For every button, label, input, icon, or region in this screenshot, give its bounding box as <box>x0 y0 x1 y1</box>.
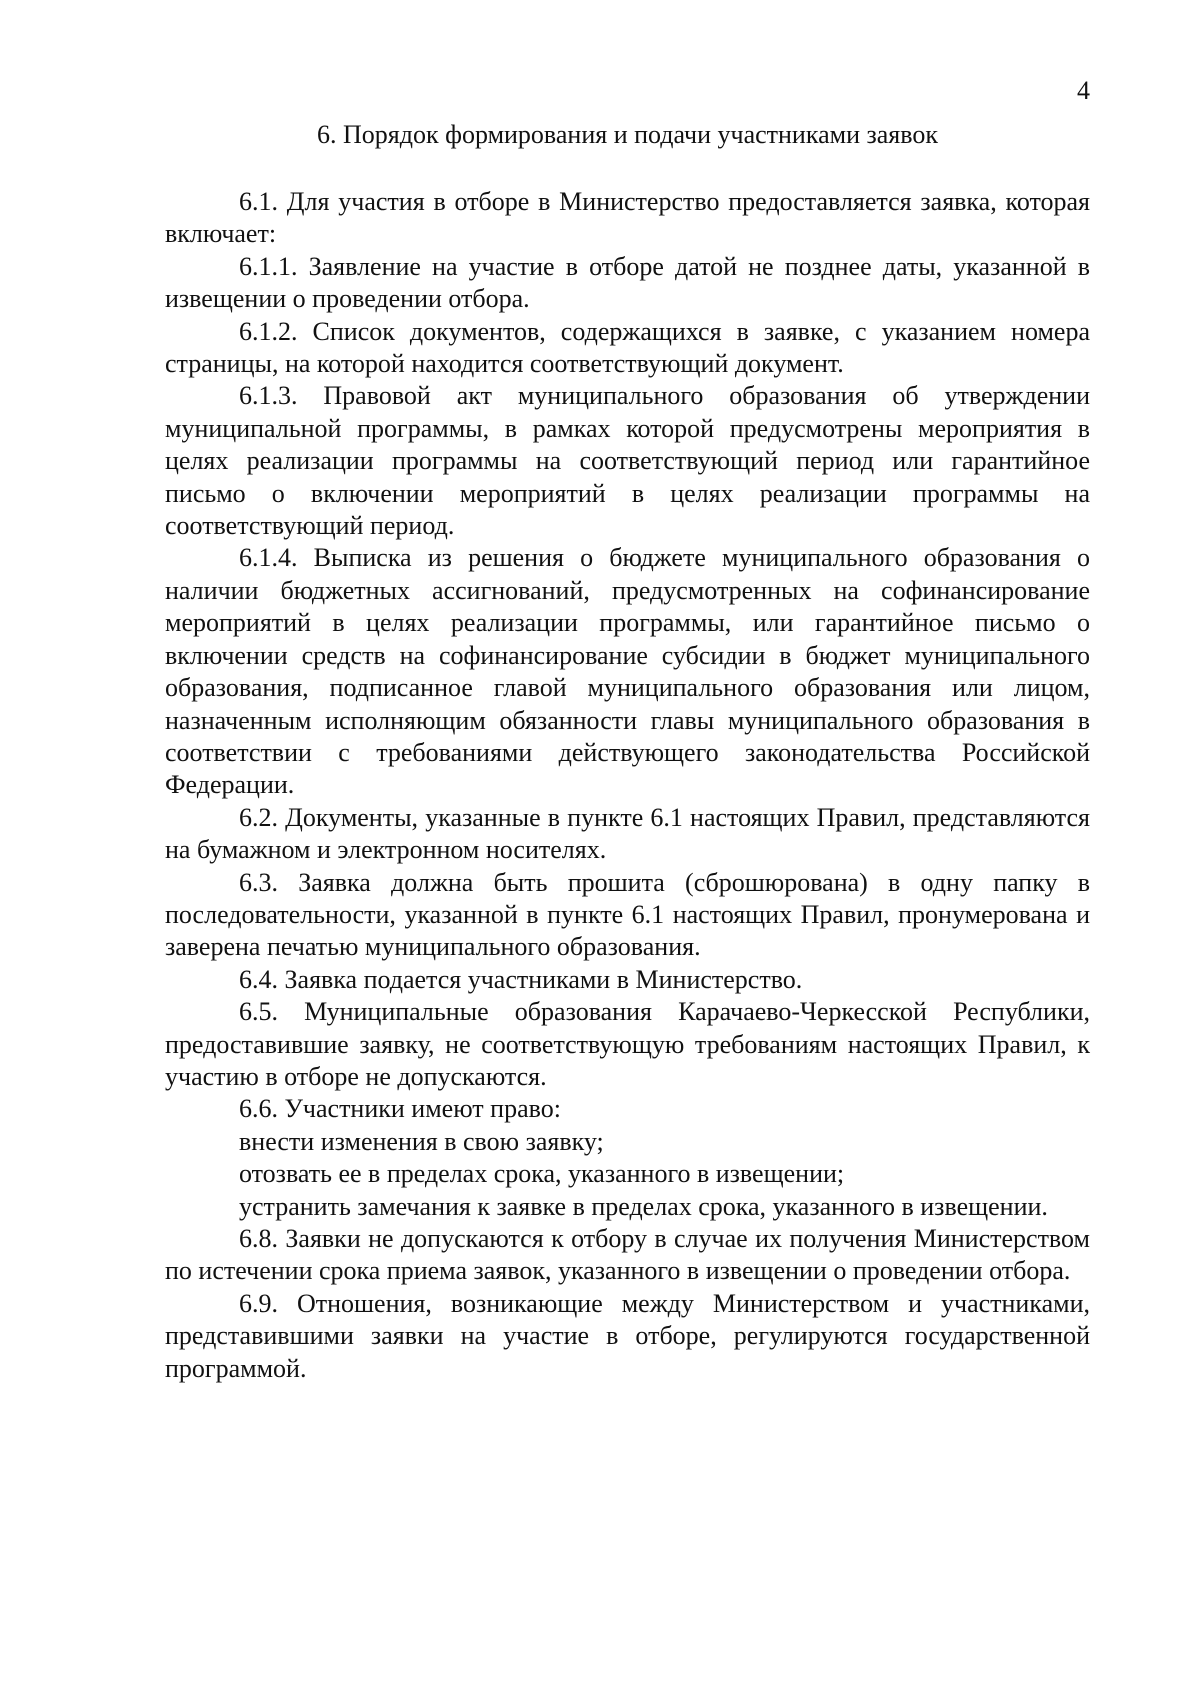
paragraph-6-8: 6.8. Заявки не допускаются к отбору в случае их получения Министерством по истечении срока приема заявок, указанного в извещении о проведении отбора. <box>165 1224 1090 1286</box>
paragraph-6-1-4: 6.1.4. Выписка из решения о бюджете муниципального образования о наличии бюджетных ассигнований, предусмотренных на софинансирование мероприятий в целях реализации программы, или гарантийное письмо о включении средств на софинансирование субсидии в бюджет муниципального образования, подписанное главой муниципального образования или лицом, назначенным исполняющим обязанности главы муниципального образования в соответствии с требованиями действующего законодательства Российской Федерации. <box>165 543 1090 800</box>
paragraph-6-2: 6.2. Документы, указанные в пункте 6.1 настоящих Правил, представляются на бумажном и электронном носителях. <box>165 802 1090 865</box>
paragraph-6-3: 6.3. Заявка должна быть прошита (сброшюрована) в одну папку в последовательности, указанной в пункте 6.1 настоящих Правил, пронумерована и заверена печатью муниципального образования. <box>165 867 1090 962</box>
page-number: 4 <box>1077 76 1090 105</box>
paragraph-6-1-2: 6.1.2. Список документов, содержащихся в заявке, с указанием номера страницы, на которой находится соответствующий документ. <box>165 316 1090 379</box>
paragraph-6-9: 6.9. Отношения, возникающие между Министерством и участниками, представившими заявки на участие в отборе, регулируются государственной программой. <box>165 1288 1090 1383</box>
list-item-right-1: внести изменения в свою заявку; <box>239 1126 604 1156</box>
paragraph-6-1: 6.1. Для участия в отборе в Министерство предоставляется заявка, которая включает: <box>165 187 1090 249</box>
paragraph-6-1-3: 6.1.3. Правовой акт муниципального образования об утверждении муниципальной программы, в рамках которой предусмотрены мероприятия в целях реализации программы на соответствующий период или гарантийное письмо о включении мероприятий в целях реализации программы на соответствующий период. <box>165 381 1090 541</box>
list-item-right-2: отозвать ее в пределах срока, указанного в извещении; <box>239 1159 845 1189</box>
section-title: 6. Порядок формирования и подачи участниками заявок <box>317 120 938 149</box>
document-body <box>165 186 1090 1385</box>
paragraph-6-6: 6.6. Участники имеют право: <box>239 1094 561 1124</box>
paragraph-6-1-1: 6.1.1. Заявление на участие в отборе датой не позднее даты, указанной в извещении о проведении отбора. <box>165 251 1090 314</box>
paragraph-6-4: 6.4. Заявка подается участниками в Министерство. <box>239 964 803 994</box>
list-item-right-3: устранить замечания к заявке в пределах срока, указанного в извещении. <box>239 1191 1048 1221</box>
paragraph-6-5: 6.5. Муниципальные образования Карачаево-Черкесской Республики, предоставившие заявку, не соответствующую требованиям настоящих Правил, к участию в отборе не допускаются. <box>165 997 1090 1091</box>
